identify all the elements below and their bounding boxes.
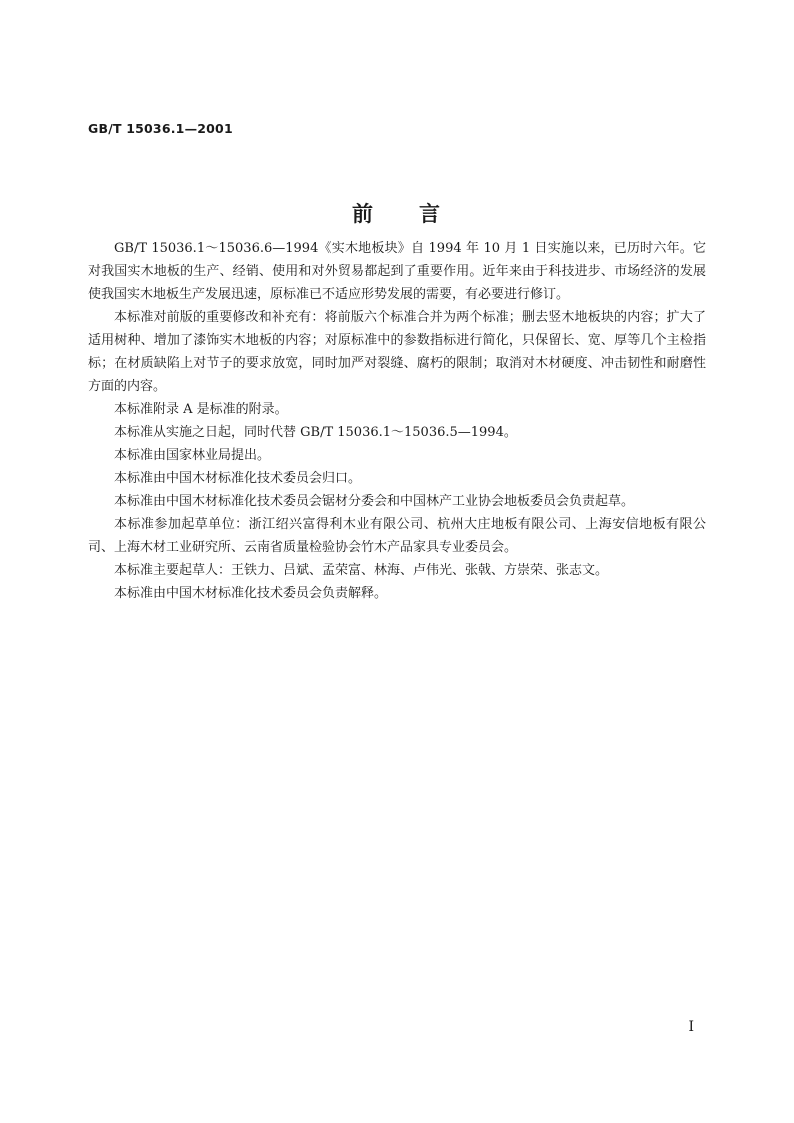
- paragraph: GB/T 15036.1～15036.6—1994《实木地板块》自 1994 年 10 月 1 日实施以来，已历时六年。它对我国实木地板的生产、经销、使用和对外贸易都起到了重要作用。近年来由于科技进步、市场经济的发展使我国实木地板生产发展迅速，原标准已不适应形势发展的需要，有必要进行修订。: [88, 241, 706, 302]
- title-char-1: 前: [352, 202, 375, 226]
- standard-code: GB/T 15036.1—2001: [88, 121, 233, 136]
- paragraph: 本标准主要起草人：王铁力、吕斌、孟荣富、林海、卢伟光、张戟、方崇荣、张志文。: [114, 563, 609, 578]
- paragraph: 本标准由中国木材标准化技术委员会归口。: [114, 471, 362, 486]
- paragraph: 本标准对前版的重要修改和补充有：将前版六个标准合并为两个标准；删去竖木地板块的内容；扩大了适用树种、增加了漆饰实木地板的内容；对原标准中的参数指标进行简化，只保留长、宽、厚等几个主检指标；在材质缺陷上对节子的要求放宽，同时加严对裂缝、腐朽的限制；取消对木材硬度、冲击韧性和耐磨性方面的内容。: [88, 310, 706, 394]
- page-title: [0, 198, 794, 228]
- paragraph: 本标准附录 A 是标准的附录。: [114, 402, 288, 417]
- paragraph: 本标准由中国木材标准化技术委员会锯材分委会和中国林产工业协会地板委员会负责起草。: [114, 494, 635, 509]
- page-number: I: [688, 1019, 694, 1035]
- title-char-2: 言: [419, 202, 442, 226]
- paragraph: 本标准从实施之日起，同时代替 GB/T 15036.1～15036.5—1994。: [114, 425, 517, 440]
- foreword-body: [88, 237, 706, 605]
- paragraph: 本标准参加起草单位：浙江绍兴富得利木业有限公司、杭州大庄地板有限公司、上海安信地板有限公司、上海木材工业研究所、云南省质量检验协会竹木产品家具专业委员会。: [88, 517, 706, 555]
- paragraph: 本标准由中国木材标准化技术委员会负责解释。: [114, 586, 388, 601]
- paragraph: 本标准由国家林业局提出。: [114, 448, 271, 463]
